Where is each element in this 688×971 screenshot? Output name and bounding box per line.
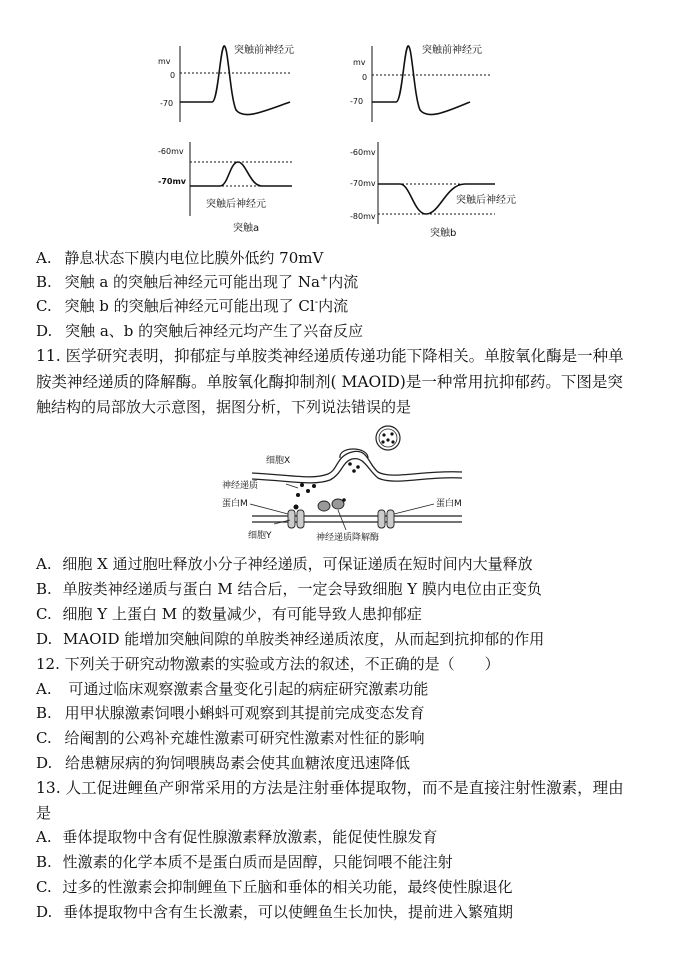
- tick-minus60mv-label: -60mv: [350, 148, 376, 157]
- q11-stem-line3: 触结构的局部放大示意图，据图分析，下列说法错误的是: [36, 398, 412, 416]
- q11-stem-line1: 11. 医学研究表明，抑郁症与单胺类神经递质传递功能下降相关。单胺氧化酶是一种单: [36, 347, 624, 365]
- presynaptic-label-a: 突触前神经元: [234, 45, 294, 56]
- q11-option-b: B. 单胺类神经递质与蛋白 M 结合后，一定会导致细胞 Y 膜内电位由正变负: [36, 580, 542, 598]
- q11-stem-line2: 胺类神经递质的降解酶。单胺氧化酶抑制剂( MAOID)是一种常用抗抑郁药。下图是突: [36, 373, 623, 391]
- postsynaptic-graph-a: [158, 142, 292, 234]
- q11-option-d: D. MAOID 能增加突触间隙的单胺类神经递质浓度，从而起到抗抑郁的作用: [36, 630, 545, 648]
- synapse-potential-figure: [150, 38, 540, 242]
- q13-option-d: D. 垂体提取物中含有生长激素，可以使鲤鱼生长加快，提前进入繁殖期: [36, 903, 514, 921]
- mv-unit-label: mv: [353, 58, 366, 67]
- synapse-a-caption: 突触a: [233, 223, 260, 234]
- presynaptic-graph-b: [350, 43, 490, 122]
- tick-minus70-label: -70: [350, 97, 364, 106]
- q10-option-b: B. 突触 a 的突触后神经元可能出现了 Na+内流: [36, 273, 359, 291]
- q10-option-d: D. 突触 a、b 的突触后神经元均产生了兴奋反应: [36, 322, 364, 340]
- tick-minus60mv-label: -60mv: [158, 147, 184, 156]
- protein-m-left-label: 蛋白M: [222, 499, 248, 509]
- tick-minus70-label: -70: [160, 99, 174, 108]
- cell-y-label: 细胞Y: [248, 531, 272, 541]
- postsynaptic-label-a: 突触后神经元: [206, 199, 266, 210]
- degrading-enzyme-label: 神经递质降解酶: [316, 533, 380, 543]
- synapse-structure-figure: [212, 424, 474, 546]
- q12-stem: 12. 下列关于研究动物激素的实验或方法的叙述，不正确的是（ ）: [36, 655, 500, 673]
- q13-option-c: C. 过多的性激素会抑制鲤鱼下丘脑和垂体的相关功能，最终使性腺退化: [36, 878, 513, 896]
- protein-m-right-label: 蛋白M: [436, 499, 462, 509]
- tick-minus70mv-label: -70mv: [158, 177, 187, 186]
- q13-option-a: A. 垂体提取物中含有促性腺激素释放激素，能促使性腺发育: [36, 828, 438, 846]
- cell-x-label: 细胞X: [266, 456, 291, 466]
- q10-option-c: C. 突触 b 的突触后神经元可能出现了 Cl-内流: [36, 297, 349, 315]
- tick-minus80mv-label: -80mv: [350, 212, 376, 221]
- q12-option-c: C. 给阉割的公鸡补充雄性激素可研究性激素对性征的影响: [36, 729, 425, 747]
- synapse-b-caption: 突触b: [430, 228, 457, 239]
- neurotransmitter-label: 神经递质: [222, 481, 259, 491]
- postsynaptic-label-b: 突触后神经元: [456, 195, 516, 206]
- mv-unit-label: mv: [158, 57, 171, 66]
- postsynaptic-graph-b: [350, 142, 516, 239]
- q13-option-b: B. 性激素的化学本质不是蛋白质而是固醇，只能饲喂不能注射: [36, 853, 453, 871]
- tick-minus70mv-label: -70mv: [350, 179, 376, 188]
- q12-option-b: B. 用甲状腺激素饲喂小蝌蚪可观察到其提前完成变态发育: [36, 704, 425, 722]
- q11-option-a: A. 细胞 X 通过胞吐释放小分子神经递质，可保证递质在短时间内大量释放: [36, 555, 533, 573]
- q11-option-c: C. 细胞 Y 上蛋白 M 的数量减少，有可能导致人患抑郁症: [36, 605, 422, 623]
- q12-option-d: D. 给患糖尿病的狗饲喂胰岛素会使其血糖浓度迅速降低: [36, 754, 411, 772]
- q13-stem-line1: 13. 人工促进鲤鱼产卵常采用的方法是注射垂体提取物，而不是直接注射性激素，理由: [36, 779, 624, 797]
- q10-option-a: A. 静息状态下膜内电位比膜外低约 70mV: [36, 249, 324, 267]
- presynaptic-label-b: 突触前神经元: [422, 45, 482, 56]
- q13-stem-line2: 是: [36, 804, 52, 822]
- presynaptic-graph-a: [158, 43, 294, 122]
- tick-zero-label: 0: [170, 71, 176, 80]
- q12-option-a: A. 可通过临床观察激素含量变化引起的病症研究激素功能: [36, 680, 429, 698]
- tick-zero-label: 0: [362, 73, 368, 82]
